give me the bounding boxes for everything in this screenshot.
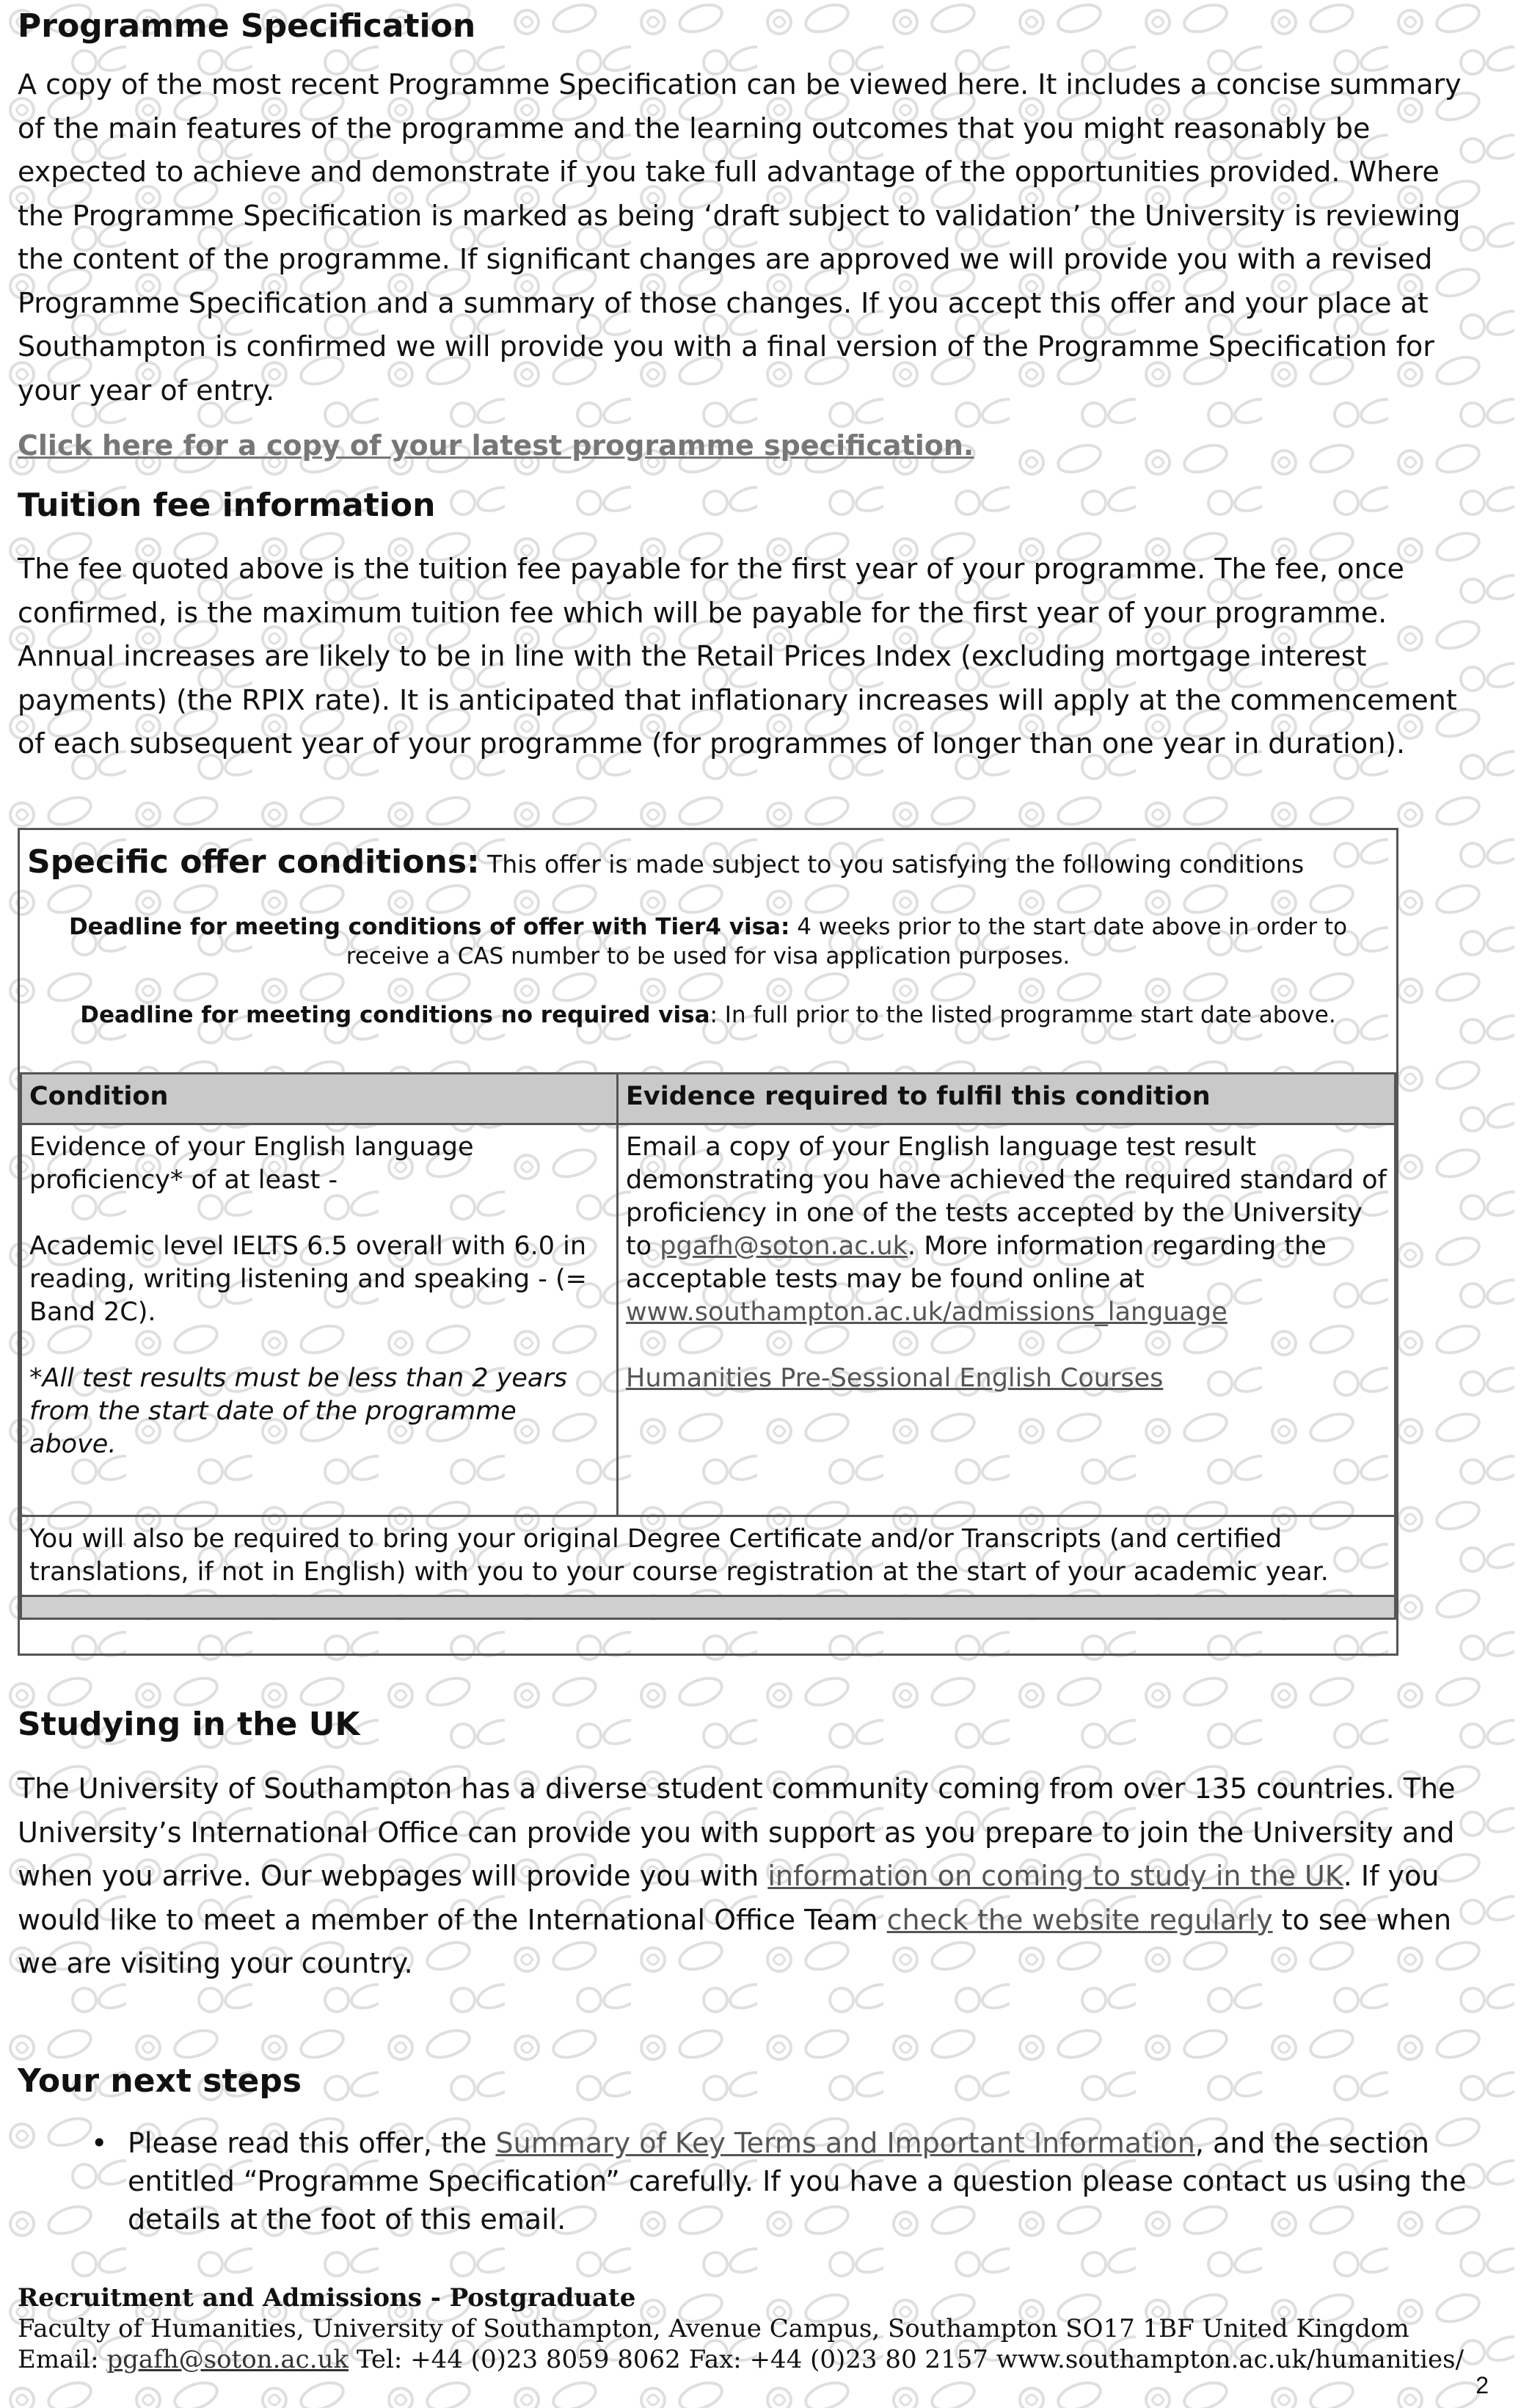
condition-note: *All test results must be less than 2 years from the start date of the programme above. [29, 1364, 567, 1459]
table-row [21, 1124, 1396, 1516]
evidence-text [626, 1131, 1387, 1329]
studying-uk-heading: Studying in the UK [18, 1706, 360, 1743]
footer-org: Recruitment and Admissions - Postgraduate [18, 2283, 636, 2313]
footer-address: Faculty of Humanities, University of Southampton, Avenue Campus, Southampton SO17 1BF United Kingdom [18, 2314, 1409, 2343]
presessional-courses-link[interactable]: Humanities Pre-Sessional English Courses [626, 1364, 1164, 1393]
programme-spec-link[interactable] [18, 429, 974, 462]
next-steps-text-2: , and the section entitled “Programme Specification” carefully. If you have a question please contact us using the details at the foot of this email. [128, 2127, 1467, 2236]
evidence-url-link[interactable]: www.southampton.ac.uk/admissions_language [626, 1298, 1228, 1327]
extra-requirement: You will also be required to bring your original Degree Certificate and/or Transcripts (and certified translations, if not in English) with you to your course registration at the start of your academic year. [21, 1516, 1396, 1596]
footer-email-link[interactable]: pgafh@soton.ac.uk [106, 2345, 349, 2374]
col-header-condition: Condition [21, 1074, 618, 1124]
conditions-table-header [21, 1074, 1396, 1124]
deadline-no-visa-text: : In full prior to the listed programme start date above. [710, 1002, 1336, 1028]
table-footer-row [21, 1596, 1396, 1619]
studying-uk-text-1: The University of Southampton has a diverse student community coming from over 135 countries. The University’s International Office can provide you with support as you prepare to join the University and when you arrive. Our webpages will provide you with [18, 1772, 1456, 1892]
table-footer-cell [21, 1596, 1396, 1619]
evidence-text-1: Email a copy of your English language test result demonstrating you have achieved the required standard of proficiency in one of the tests accepted by the University to [626, 1132, 1387, 1261]
condition-english: Evidence of your English language proficiency* of at least - [29, 1132, 474, 1195]
next-steps-heading: Your next steps [18, 2062, 302, 2100]
offer-conditions-box [18, 828, 1398, 1656]
page-number: 2 [1476, 2372, 1489, 2398]
coming-to-uk-link[interactable]: information on coming to study in the UK [767, 1860, 1343, 1892]
deadline-visa [49, 912, 1367, 971]
list-item [18, 2124, 1492, 2238]
studying-uk-text-3: to see when we are visiting your country. [18, 1903, 1452, 1979]
offer-conditions-header [27, 843, 1389, 881]
evidence-text-2: . More information regarding the acceptable tests may be found online at [626, 1232, 1327, 1294]
tuition-fee-paragraph: The fee quoted above is the tuition fee payable for the first year of your programme. The fee, once confirmed, is the maximum tuition fee which will be payable for the first year of your programme. Annual increases are likely to be in line with the Retail Prices Index (excluding mortgage interest payments) (the RPIX rate). It is anticipated that inflationary increases will apply at the commencement of each subsequent year of your programme (for programmes of longer than one year in duration). [18, 553, 1457, 760]
studying-uk-paragraph [18, 1767, 1492, 1986]
programme-spec-link-text[interactable]: Click here for a copy of your latest programme specification. [18, 429, 974, 462]
tuition-fee-heading: Tuition fee information [18, 487, 436, 524]
deadline-no-visa-label: Deadline for meeting conditions no required visa [80, 1002, 710, 1028]
studying-uk-text-2: . If you would like to meet a member of the International Office Team [18, 1860, 1440, 1936]
check-website-link[interactable]: check the website regularly [886, 1903, 1273, 1936]
programme-spec-heading: Programme Specification [18, 7, 476, 45]
next-steps-list [18, 2124, 1492, 2238]
offer-conditions-intro: This offer is made subject to you satisfying the following conditions [479, 850, 1305, 879]
footer-contact-line [18, 2344, 1492, 2375]
next-steps-text-1: Please read this offer, the [128, 2127, 496, 2159]
deadline-visa-label: Deadline for meeting conditions of offer with Tier4 visa: [68, 914, 790, 940]
programme-spec-paragraph: A copy of the most recent Programme Specification can be viewed here. It includes a concise summary of the main features of the programme and the learning outcomes that you might reasonably be expected to achieve and demonstrate if you take full advantage of the opportunities provided. Where the Programme Specification is marked as being ‘draft subject to validation’ the University is reviewing the content of the programme. If significant changes are approved we will provide you with a revised Programme Specification and a summary of those changes. If you accept this offer and your place at Southampton is confirmed we will provide you with a final version of the Programme Specification for your year of entry. [18, 68, 1462, 407]
deadline-visa-text: 4 weeks prior to the start date above in order to receive a CAS number to be used for visa application purposes. [346, 914, 1348, 970]
conditions-table [20, 1072, 1396, 1620]
condition-cell [21, 1124, 618, 1516]
evidence-email-link[interactable]: pgafh@soton.ac.uk [660, 1232, 908, 1261]
table-row [21, 1516, 1396, 1596]
footer [18, 2282, 1492, 2375]
bullet-icon: • [91, 2127, 108, 2159]
key-terms-link[interactable]: Summary of Key Terms and Important Information [495, 2127, 1195, 2159]
footer-contact: Tel: +44 (0)23 8059 8062 Fax: +44 (0)23 80 2157 www.southampton.ac.uk/humanities/ [349, 2345, 1465, 2374]
condition-ielts: Academic level IELTS 6.5 overall with 6.0 in reading, writing listening and speaking - (= Band 2C). [29, 1232, 587, 1327]
evidence-cell [618, 1124, 1396, 1516]
offer-conditions-title: Specific offer conditions: [27, 843, 480, 881]
footer-email-label: Email: [18, 2345, 107, 2374]
col-header-evidence: Evidence required to fulfil this condition [618, 1074, 1396, 1124]
deadline-no-visa [49, 1000, 1367, 1030]
